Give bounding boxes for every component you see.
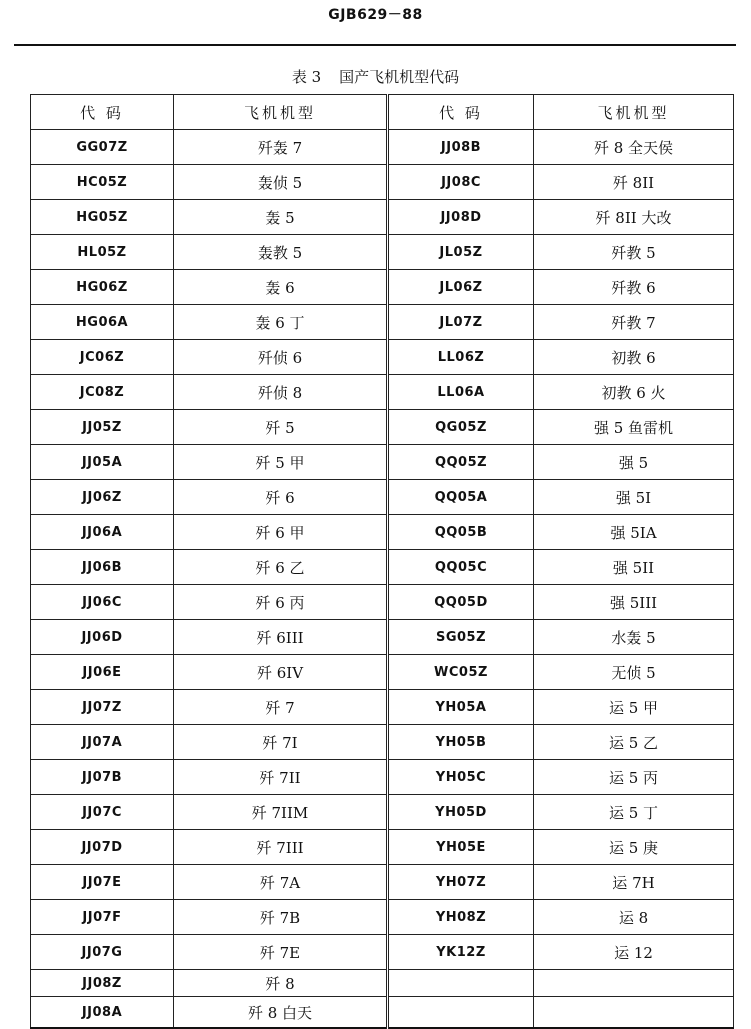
code-cell-left: JJ07G (31, 935, 174, 970)
type-cell-left: 歼 6III (174, 620, 388, 655)
code-cell-right: SG05Z (388, 620, 534, 655)
code-cell-left: JJ06D (31, 620, 174, 655)
code-cell-right (388, 997, 534, 1029)
table-row (31, 200, 734, 235)
table-row (31, 130, 734, 165)
table-row (31, 305, 734, 340)
type-cell-left: 歼 8 (174, 970, 388, 997)
type-cell-left: 歼 6IV (174, 655, 388, 690)
table-row (31, 725, 734, 760)
type-cell-right: 强 5IA (534, 515, 734, 550)
col-header-code-right: 代 码 (388, 95, 534, 130)
table-row (31, 375, 734, 410)
type-cell-left: 轰 5 (174, 200, 388, 235)
code-cell-right: JL07Z (388, 305, 534, 340)
table-row (31, 550, 734, 585)
table-row (31, 900, 734, 935)
type-cell-right: 初教 6 火 (534, 375, 734, 410)
table-row (31, 997, 734, 1029)
code-cell-left: JJ06Z (31, 480, 174, 515)
code-cell-left: GG07Z (31, 130, 174, 165)
type-cell-right: 运 7H (534, 865, 734, 900)
code-cell-right: YH05B (388, 725, 534, 760)
type-cell-right: 强 5 鱼雷机 (534, 410, 734, 445)
table-row (31, 970, 734, 997)
code-cell-right: YH05C (388, 760, 534, 795)
table-row (31, 690, 734, 725)
type-cell-left: 歼 5 甲 (174, 445, 388, 480)
code-cell-right: YH07Z (388, 865, 534, 900)
code-cell-left: JJ07Z (31, 690, 174, 725)
type-cell-left: 歼 7E (174, 935, 388, 970)
code-cell-right (388, 970, 534, 997)
type-cell-right: 强 5III (534, 585, 734, 620)
code-cell-right: YK12Z (388, 935, 534, 970)
col-header-type-left: 飞机机型 (174, 95, 388, 130)
code-cell-left: JJ07C (31, 795, 174, 830)
col-header-code-left: 代 码 (31, 95, 174, 130)
code-cell-left: JJ07F (31, 900, 174, 935)
type-cell-right (534, 970, 734, 997)
code-cell-right: LL06A (388, 375, 534, 410)
type-cell-left: 轰侦 5 (174, 165, 388, 200)
table-row (31, 865, 734, 900)
standard-number: GJB629－88 (328, 7, 423, 23)
type-cell-left: 歼 6 丙 (174, 585, 388, 620)
type-cell-right: 歼 8II 大改 (534, 200, 734, 235)
table-row (31, 480, 734, 515)
type-cell-right: 初教 6 (534, 340, 734, 375)
code-cell-left: JJ07A (31, 725, 174, 760)
code-cell-right: QQ05A (388, 480, 534, 515)
type-cell-left: 歼侦 6 (174, 340, 388, 375)
table-row (31, 515, 734, 550)
type-cell-right: 运 5 甲 (534, 690, 734, 725)
type-cell-left: 歼 5 (174, 410, 388, 445)
type-cell-right: 歼教 7 (534, 305, 734, 340)
type-cell-right (534, 997, 734, 1029)
type-cell-right: 运 5 丙 (534, 760, 734, 795)
type-cell-left: 歼 7A (174, 865, 388, 900)
code-cell-right: YH05E (388, 830, 534, 865)
table-number: 表 3 (291, 68, 322, 86)
table-row (31, 585, 734, 620)
table-row (31, 270, 734, 305)
type-cell-right: 运 5 庚 (534, 830, 734, 865)
code-cell-left: HG05Z (31, 200, 174, 235)
type-cell-right: 歼教 6 (534, 270, 734, 305)
code-cell-left: JJ07D (31, 830, 174, 865)
code-cell-right: QQ05D (388, 585, 534, 620)
code-cell-left: JJ06A (31, 515, 174, 550)
table-body (31, 130, 734, 1029)
code-cell-right: YH08Z (388, 900, 534, 935)
code-cell-left: JJ05A (31, 445, 174, 480)
code-cell-right: JL05Z (388, 235, 534, 270)
type-cell-right: 运 5 丁 (534, 795, 734, 830)
type-cell-left: 歼轰 7 (174, 130, 388, 165)
type-cell-left: 歼 8 白天 (174, 997, 388, 1029)
col-header-type-right: 飞机机型 (534, 95, 734, 130)
code-cell-left: HG06Z (31, 270, 174, 305)
type-cell-left: 歼 6 乙 (174, 550, 388, 585)
header-rule (14, 44, 736, 46)
code-cell-right: QG05Z (388, 410, 534, 445)
table-row (31, 410, 734, 445)
code-cell-right: YH05A (388, 690, 534, 725)
code-cell-left: JC08Z (31, 375, 174, 410)
type-cell-left: 轰教 5 (174, 235, 388, 270)
table-row (31, 165, 734, 200)
type-cell-right: 歼 8II (534, 165, 734, 200)
table-header-row (31, 95, 734, 130)
table-title: 国产飞机机型代码 (339, 68, 460, 86)
type-cell-left: 歼 7B (174, 900, 388, 935)
code-cell-right: JL06Z (388, 270, 534, 305)
type-cell-right: 强 5II (534, 550, 734, 585)
type-cell-left: 歼 7I (174, 725, 388, 760)
table-row (31, 830, 734, 865)
code-cell-right: JJ08D (388, 200, 534, 235)
code-cell-right: QQ05Z (388, 445, 534, 480)
table-row (31, 340, 734, 375)
code-cell-left: HC05Z (31, 165, 174, 200)
type-cell-left: 轰 6 丁 (174, 305, 388, 340)
type-cell-right: 运 5 乙 (534, 725, 734, 760)
type-cell-left: 歼 6 甲 (174, 515, 388, 550)
code-cell-right: LL06Z (388, 340, 534, 375)
type-cell-left: 歼 7II (174, 760, 388, 795)
code-cell-left: JJ08A (31, 997, 174, 1029)
table-row (31, 445, 734, 480)
type-cell-left: 歼 6 (174, 480, 388, 515)
code-cell-right: JJ08B (388, 130, 534, 165)
code-cell-left: HG06A (31, 305, 174, 340)
type-cell-right: 歼教 5 (534, 235, 734, 270)
code-cell-left: JJ06E (31, 655, 174, 690)
table-row (31, 620, 734, 655)
code-cell-right: QQ05B (388, 515, 534, 550)
type-cell-left: 歼 7 (174, 690, 388, 725)
table-row (31, 655, 734, 690)
type-cell-left: 歼 7III (174, 830, 388, 865)
code-cell-left: JJ08Z (31, 970, 174, 997)
code-cell-left: HL05Z (31, 235, 174, 270)
code-cell-left: JC06Z (31, 340, 174, 375)
code-cell-right: QQ05C (388, 550, 534, 585)
code-cell-right: JJ08C (388, 165, 534, 200)
type-cell-right: 无侦 5 (534, 655, 734, 690)
table-row (31, 235, 734, 270)
type-cell-right: 强 5I (534, 480, 734, 515)
table-caption (0, 66, 751, 87)
table-row (31, 935, 734, 970)
type-cell-right: 水轰 5 (534, 620, 734, 655)
table-row (31, 795, 734, 830)
code-cell-right: YH05D (388, 795, 534, 830)
code-cell-left: JJ05Z (31, 410, 174, 445)
type-cell-right: 运 8 (534, 900, 734, 935)
aircraft-code-table (30, 94, 734, 1029)
table-row (31, 760, 734, 795)
type-cell-right: 歼 8 全天侯 (534, 130, 734, 165)
type-cell-left: 歼侦 8 (174, 375, 388, 410)
code-cell-left: JJ07B (31, 760, 174, 795)
code-cell-right: WC05Z (388, 655, 534, 690)
type-cell-right: 运 12 (534, 935, 734, 970)
type-cell-left: 轰 6 (174, 270, 388, 305)
type-cell-left: 歼 7IIM (174, 795, 388, 830)
type-cell-right: 强 5 (534, 445, 734, 480)
code-cell-left: JJ06B (31, 550, 174, 585)
code-cell-left: JJ07E (31, 865, 174, 900)
code-cell-left: JJ06C (31, 585, 174, 620)
